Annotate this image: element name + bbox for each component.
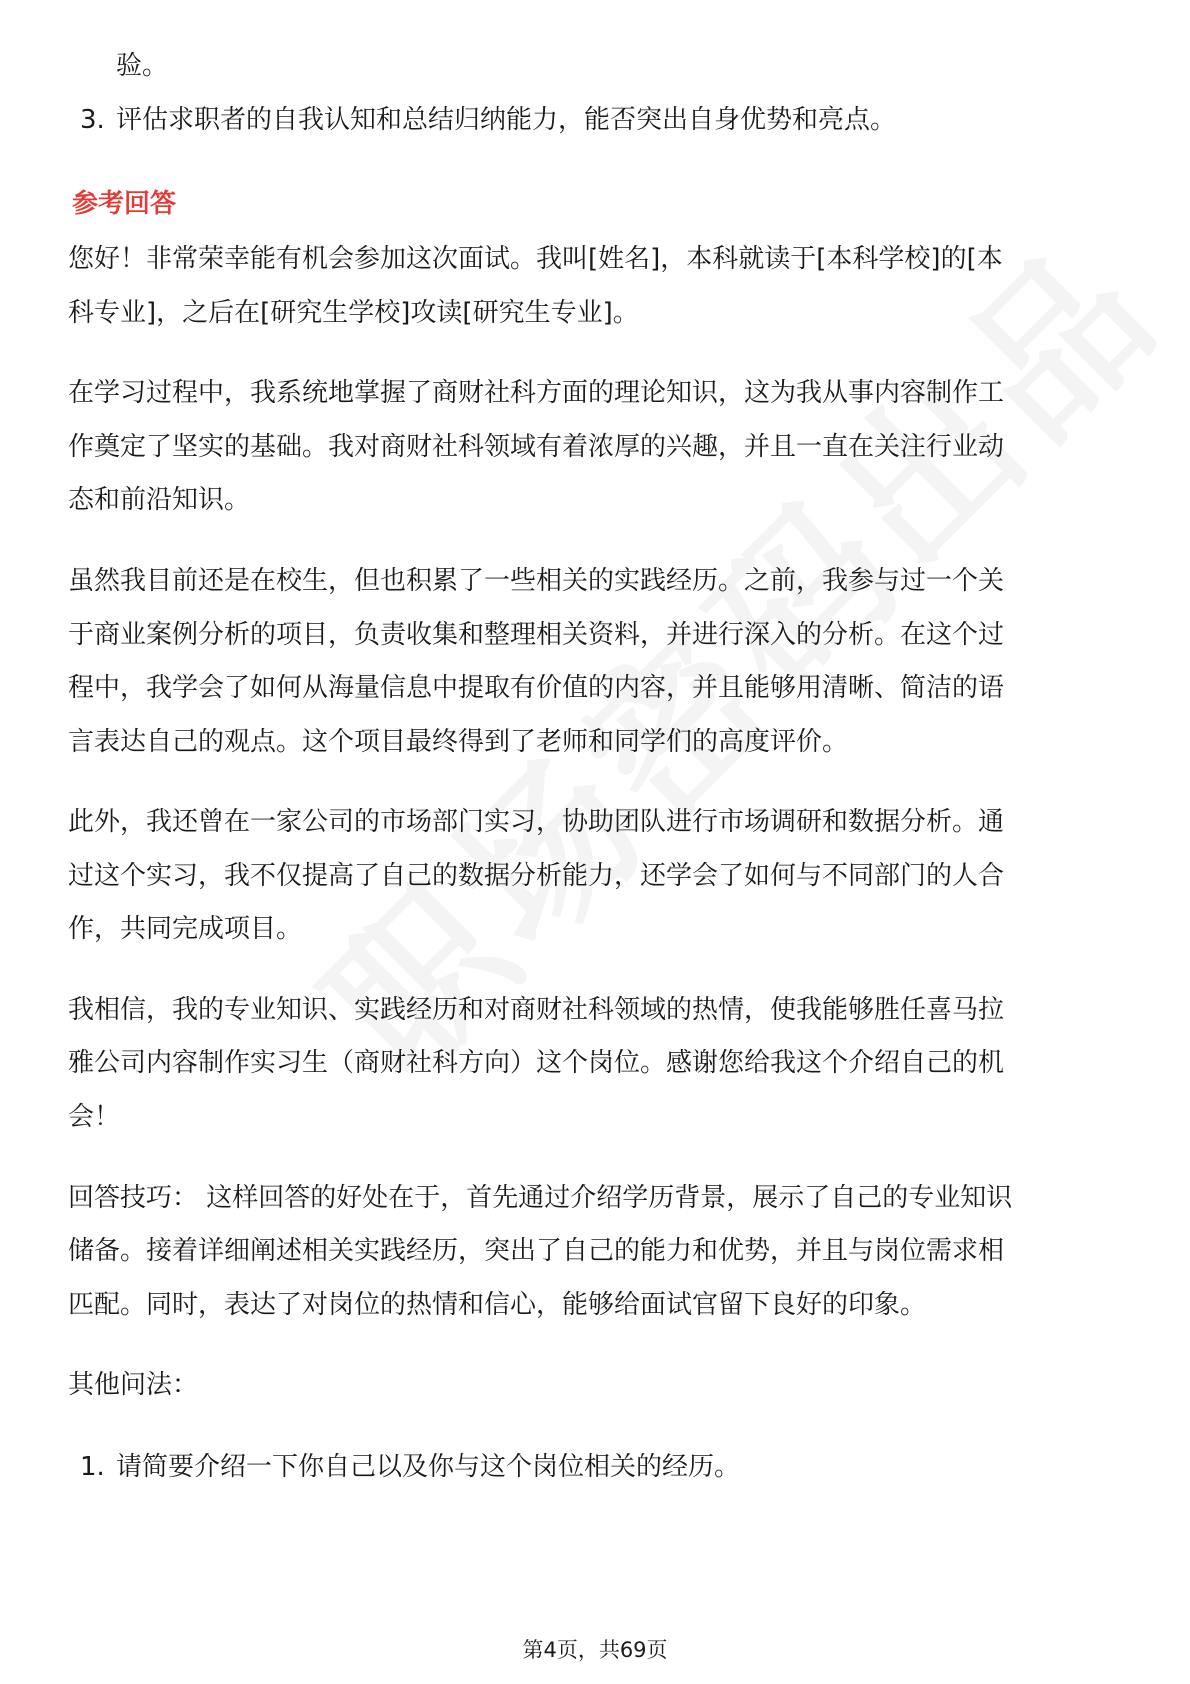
paragraph-line: 于商业案例分析的项目，负责收集和整理相关资料，并进行深入的分析。在这个过 xyxy=(68,620,1005,650)
answer-tips-line: 回答技巧： 这样回答的好处在于，首先通过介绍学历背景，展示了自己的专业知识 xyxy=(68,1183,1013,1213)
answer-tips-line: 匹配。同时，表达了对岗位的热情和信心，能够给面试官留下良好的印象。 xyxy=(68,1290,927,1320)
paragraph-line: 会！ xyxy=(68,1102,121,1132)
paragraph-line: 科专业]，之后在[研究生学校]攻读[研究生专业]。 xyxy=(68,298,639,328)
paragraph-line: 过这个实习，我不仅提高了自己的数据分析能力，还学会了如何与不同部门的人合 xyxy=(68,861,1005,891)
reference-answer-heading: 参考回答 xyxy=(72,189,177,219)
criteria-item-3 xyxy=(80,104,105,136)
list-number: 3. xyxy=(80,105,105,135)
paragraph-line: 作奠定了坚实的基础。我对商财社科领域有着浓厚的兴趣，并且一直在关注行业动 xyxy=(68,432,1005,462)
other-item-1-text: 请简要介绍一下你自己以及你与这个岗位相关的经历。 xyxy=(116,1452,741,1482)
continuation-text: 验。 xyxy=(116,51,169,81)
paragraph-line: 程中，我学会了如何从海量信息中提取有价值的内容，并且能够用清晰、简洁的语 xyxy=(68,673,1005,703)
paragraph-line: 此外，我还曾在一家公司的市场部门实习，协助团队进行市场调研和数据分析。通 xyxy=(68,807,1005,837)
other-questions-label: 其他问法： xyxy=(68,1370,199,1400)
criteria-item-3-text: 评估求职者的自我认知和总结归纳能力，能否突出自身优势和亮点。 xyxy=(116,105,897,135)
page-number: 第4页，共69页 xyxy=(522,1638,668,1662)
paragraph-line: 态和前沿知识。 xyxy=(68,485,251,515)
other-item-1-number: 1. xyxy=(80,1452,105,1482)
paragraph-line: 在学习过程中，我系统地掌握了商财社科方面的理论知识，这为我从事内容制作工 xyxy=(68,378,1005,408)
paragraph-line: 虽然我目前还是在校生，但也积累了一些相关的实践经历。之前，我参与过一个关 xyxy=(68,566,1005,596)
paragraph-line: 我相信，我的专业知识、实践经历和对商财社科领域的热情，使我能够胜任喜马拉 xyxy=(68,995,1005,1025)
paragraph-line: 您好！非常荣幸能有机会参加这次面试。我叫[姓名]，本科就读于[本科学校]的[本 xyxy=(68,244,1003,274)
paragraph-line: 作，共同完成项目。 xyxy=(68,914,303,944)
paragraph-line: 言表达自己的观点。这个项目最终得到了老师和同学们的高度评价。 xyxy=(68,727,849,757)
answer-tips-line: 储备。接着详细阐述相关实践经历，突出了自己的能力和优势，并且与岗位需求相 xyxy=(68,1236,1005,1266)
paragraph-line: 雅公司内容制作实习生（商财社科方向）这个岗位。感谢您给我这个介绍自己的机 xyxy=(68,1048,1005,1078)
